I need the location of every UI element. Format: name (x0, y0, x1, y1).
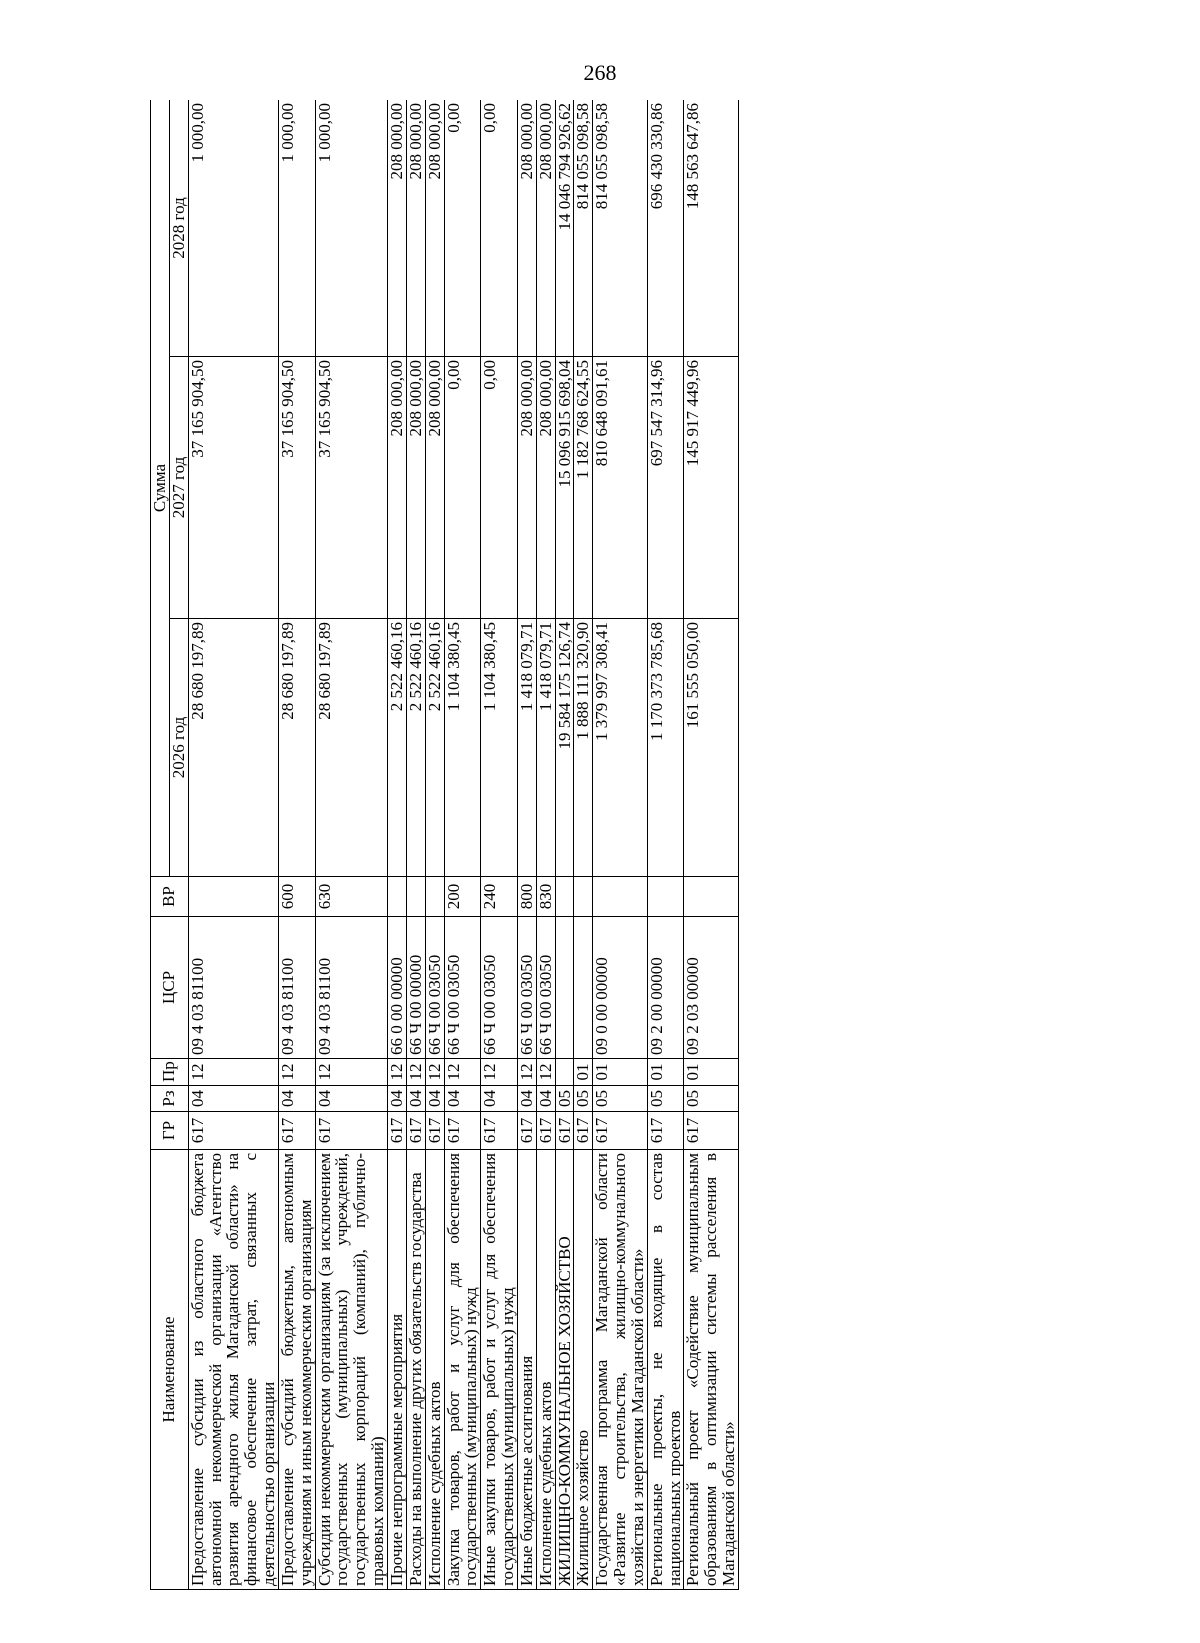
row-csr: 09 4 03 81100 (278, 917, 315, 1059)
row-csr: 66 0 00 00000 (387, 917, 406, 1059)
row-2028: 14 046 794 926,62 (555, 100, 574, 357)
budget-table (150, 100, 739, 1590)
row-csr (574, 917, 593, 1059)
row-csr (555, 917, 574, 1059)
row-csr: 09 2 03 00000 (684, 917, 739, 1059)
row-2027: 810 648 091,61 (593, 357, 648, 619)
row-vr (387, 877, 406, 917)
row-csr: 09 0 00 00000 (593, 917, 648, 1059)
row-vr (647, 877, 684, 917)
table-row (647, 100, 684, 1590)
row-2028: 148 563 647,86 (684, 100, 739, 357)
row-pr: 01 (647, 1059, 684, 1086)
row-rz: 04 (387, 1086, 406, 1112)
page-number: 268 (583, 60, 617, 85)
row-pr: 12 (406, 1059, 425, 1086)
row-pr: 12 (315, 1059, 387, 1086)
row-name: Жилищное хозяйство (574, 1150, 593, 1590)
row-2026: 2 522 460,16 (425, 619, 444, 877)
table-row (425, 100, 444, 1590)
row-pr: 12 (481, 1059, 518, 1086)
row-vr (188, 877, 278, 917)
row-rz: 04 (536, 1086, 555, 1112)
row-2026: 1 379 997 308,41 (593, 619, 648, 877)
row-rz: 04 (517, 1086, 536, 1112)
row-rz: 05 (647, 1086, 684, 1112)
row-rz: 04 (444, 1086, 481, 1112)
table-row (315, 100, 387, 1590)
row-vr (425, 877, 444, 917)
header-pr: Пр (151, 1059, 189, 1086)
row-2026: 19 584 175 126,74 (555, 619, 574, 877)
row-csr: 66 Ч 00 03050 (481, 917, 518, 1059)
row-2027: 1 182 768 624,55 (574, 357, 593, 619)
row-gr: 617 (278, 1112, 315, 1150)
row-gr: 617 (555, 1112, 574, 1150)
row-2026: 28 680 197,89 (188, 619, 278, 877)
row-2026: 28 680 197,89 (315, 619, 387, 877)
row-name: Региональный проект «Содействие муниципальным образованиям в оптимизации системы расселения в Магаданской области» (684, 1150, 739, 1590)
row-csr: 66 Ч 00 03050 (517, 917, 536, 1059)
row-2027: 697 547 314,96 (647, 357, 684, 619)
row-rz: 04 (425, 1086, 444, 1112)
table-row (278, 100, 315, 1590)
table-body (188, 100, 738, 1590)
row-vr: 200 (444, 877, 481, 917)
row-pr: 01 (684, 1059, 739, 1086)
row-vr (574, 877, 593, 917)
row-gr: 617 (574, 1112, 593, 1150)
row-gr: 617 (481, 1112, 518, 1150)
row-2028: 208 000,00 (425, 100, 444, 357)
row-pr: 12 (188, 1059, 278, 1086)
row-2026: 1 888 111 320,90 (574, 619, 593, 877)
row-vr (593, 877, 648, 917)
row-vr (684, 877, 739, 917)
row-2027: 208 000,00 (517, 357, 536, 619)
row-2028: 208 000,00 (536, 100, 555, 357)
row-name: ЖИЛИЩНО-КОММУНАЛЬНОЕ ХОЗЯЙСТВО (555, 1150, 574, 1590)
header-2028: 2028 год (169, 100, 188, 357)
row-2026: 161 555 050,00 (684, 619, 739, 877)
header-gr: ГР (151, 1112, 189, 1150)
row-2028: 1 000,00 (188, 100, 278, 357)
row-vr: 800 (517, 877, 536, 917)
row-gr: 617 (315, 1112, 387, 1150)
row-name: Закупка товаров, работ и услуг для обеспечения государственных (муниципальных) нужд (444, 1150, 481, 1590)
row-name: Прочие непрограммные мероприятия (387, 1150, 406, 1590)
row-gr: 617 (406, 1112, 425, 1150)
table-row (517, 100, 536, 1590)
row-name: Государственная программа Магаданской области «Развитие строительства, жилищно-коммунального хозяйства и энергетики Магаданской области» (593, 1150, 648, 1590)
row-name: Исполнение судебных актов (425, 1150, 444, 1590)
table-row (188, 100, 278, 1590)
row-2027: 0,00 (481, 357, 518, 619)
row-csr: 66 Ч 00 03050 (444, 917, 481, 1059)
row-name: Предоставление субсидии из областного бюджета автономной некоммерческой организации «Агентство развития арендного жилья Магаданской области» на финансовое обеспечение затрат, связанных с деятельностью организации (188, 1150, 278, 1590)
row-name: Региональные проекты, не входящие в состав национальных проектов (647, 1150, 684, 1590)
row-pr: 12 (278, 1059, 315, 1086)
table-row (387, 100, 406, 1590)
header-2027: 2027 год (169, 357, 188, 619)
row-2027: 145 917 449,96 (684, 357, 739, 619)
row-2027: 0,00 (444, 357, 481, 619)
row-2026: 2 522 460,16 (387, 619, 406, 877)
row-csr: 66 Ч 00 03050 (536, 917, 555, 1059)
table-row (574, 100, 593, 1590)
row-csr: 09 4 03 81100 (315, 917, 387, 1059)
header-sum: Сумма (151, 100, 170, 877)
row-gr: 617 (593, 1112, 648, 1150)
row-rz: 04 (315, 1086, 387, 1112)
row-2026: 2 522 460,16 (406, 619, 425, 877)
row-2026: 28 680 197,89 (278, 619, 315, 877)
row-2027: 37 165 904,50 (278, 357, 315, 619)
row-vr: 600 (278, 877, 315, 917)
row-2026: 1 418 079,71 (536, 619, 555, 877)
row-gr: 617 (387, 1112, 406, 1150)
row-csr: 66 Ч 00 03050 (425, 917, 444, 1059)
table-row (684, 100, 739, 1590)
row-2027: 208 000,00 (536, 357, 555, 619)
row-gr: 617 (647, 1112, 684, 1150)
row-2028: 0,00 (444, 100, 481, 357)
row-pr: 12 (425, 1059, 444, 1086)
row-rz: 05 (684, 1086, 739, 1112)
row-pr (555, 1059, 574, 1086)
row-gr: 617 (536, 1112, 555, 1150)
row-2028: 208 000,00 (517, 100, 536, 357)
row-2028: 814 055 098,58 (593, 100, 648, 357)
table-row (593, 100, 648, 1590)
header-2026: 2026 год (169, 619, 188, 877)
row-rz: 05 (574, 1086, 593, 1112)
row-2026: 1 104 380,45 (444, 619, 481, 877)
row-name: Расходы на выполнение других обязательств государства (406, 1150, 425, 1590)
row-csr: 09 2 00 00000 (647, 917, 684, 1059)
header-csr: ЦСР (151, 917, 189, 1059)
row-2027: 37 165 904,50 (315, 357, 387, 619)
row-gr: 617 (444, 1112, 481, 1150)
row-name: Иные бюджетные ассигнования (517, 1150, 536, 1590)
row-pr: 12 (517, 1059, 536, 1086)
row-2028: 1 000,00 (315, 100, 387, 357)
row-2028: 208 000,00 (387, 100, 406, 357)
row-name: Иные закупки товаров, работ и услуг для обеспечения государственных (муниципальных) нужд (481, 1150, 518, 1590)
row-2026: 1 418 079,71 (517, 619, 536, 877)
table-row (444, 100, 481, 1590)
row-2027: 208 000,00 (425, 357, 444, 619)
table-row (536, 100, 555, 1590)
row-gr: 617 (517, 1112, 536, 1150)
row-rz: 04 (481, 1086, 518, 1112)
header-name: Наименование (151, 1150, 189, 1590)
row-2028: 696 430 330,86 (647, 100, 684, 357)
row-2027: 208 000,00 (406, 357, 425, 619)
table-header-row (151, 100, 170, 1590)
table-row (481, 100, 518, 1590)
header-rz: Рз (151, 1086, 189, 1112)
row-rz: 05 (593, 1086, 648, 1112)
row-vr (406, 877, 425, 917)
row-rz: 05 (555, 1086, 574, 1112)
row-pr: 12 (387, 1059, 406, 1086)
header-vr: ВР (151, 877, 189, 917)
row-name: Исполнение судебных актов (536, 1150, 555, 1590)
row-vr: 240 (481, 877, 518, 917)
rotated-table-container (150, 100, 1050, 1590)
row-name: Субсидии некоммерческим организациям (за исключением государственных (муниципальных) учреждений, государственных корпораций (компаний), публично-правовых компаний) (315, 1150, 387, 1590)
row-2027: 208 000,00 (387, 357, 406, 619)
row-2027: 15 096 915 698,04 (555, 357, 574, 619)
row-2028: 208 000,00 (406, 100, 425, 357)
row-vr: 830 (536, 877, 555, 917)
table-row (406, 100, 425, 1590)
row-rz: 04 (278, 1086, 315, 1112)
row-gr: 617 (425, 1112, 444, 1150)
row-vr: 630 (315, 877, 387, 917)
row-gr: 617 (188, 1112, 278, 1150)
row-rz: 04 (406, 1086, 425, 1112)
row-pr: 01 (574, 1059, 593, 1086)
row-pr: 12 (444, 1059, 481, 1086)
row-rz: 04 (188, 1086, 278, 1112)
row-2028: 0,00 (481, 100, 518, 357)
row-2026: 1 170 373 785,68 (647, 619, 684, 877)
row-vr (555, 877, 574, 917)
row-gr: 617 (684, 1112, 739, 1150)
row-2027: 37 165 904,50 (188, 357, 278, 619)
row-2028: 1 000,00 (278, 100, 315, 357)
row-2028: 814 055 098,58 (574, 100, 593, 357)
table-row (555, 100, 574, 1590)
row-name: Предоставление субсидий бюджетным, автономным учреждениям и иным некоммерческим организациям (278, 1150, 315, 1590)
rotated-page-content (150, 100, 1050, 1590)
row-pr: 01 (593, 1059, 648, 1086)
row-pr: 12 (536, 1059, 555, 1086)
row-2026: 1 104 380,45 (481, 619, 518, 877)
row-csr: 09 4 03 81100 (188, 917, 278, 1059)
row-csr: 66 Ч 00 00000 (406, 917, 425, 1059)
